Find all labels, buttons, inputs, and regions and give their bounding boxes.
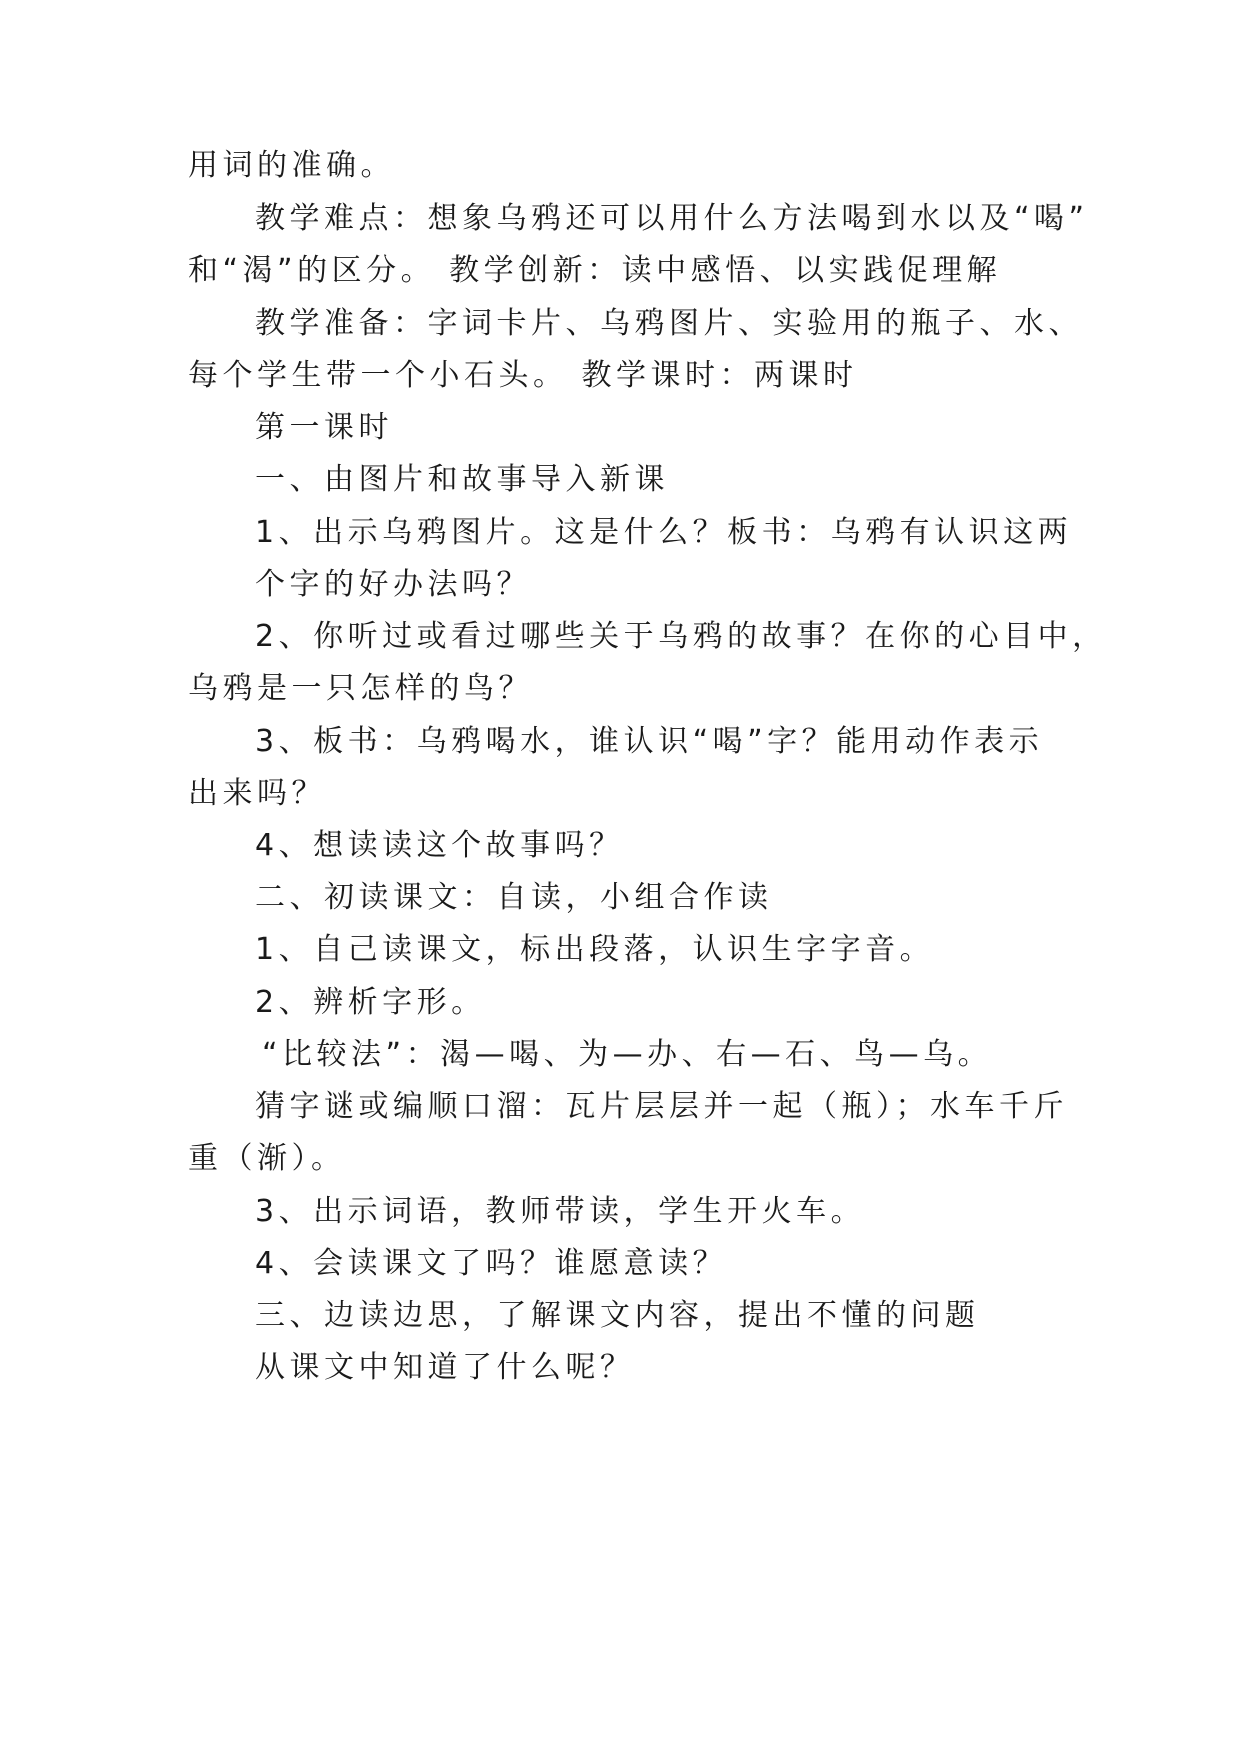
text-line: 每个学生带一个小石头。 教学课时：两课时 [188, 358, 858, 393]
text-line: 乌鸦是一只怎样的鸟？ [188, 671, 533, 706]
text-line: 猜字谜或编顺口溜：瓦片层层并一起（瓶）；水车千斤 [255, 1089, 1068, 1124]
text-line: 出来吗？ [188, 776, 326, 811]
text-line: 重（渐）。 [188, 1141, 346, 1176]
text-line: 1、自己读课文，标出段落，认识生字字音。 [255, 932, 935, 967]
section-heading: 一、由图片和故事导入新课 [255, 462, 669, 497]
text-line: 4、会读课文了吗？谁愿意读？ [255, 1246, 728, 1281]
text-line: 3、板书：乌鸦喝水，谁认识“喝”字？能用动作表示 [255, 724, 1044, 759]
text-line: 从课文中知道了什么呢？ [255, 1350, 635, 1385]
text-line: 用词的准确。 [188, 148, 395, 183]
text-line: 4、想读读这个故事吗？ [255, 828, 624, 863]
text-line: “比较法”：渴—喝、为—办、右—石、鸟—乌。 [262, 1037, 993, 1072]
section-heading: 二、初读课文：自读，小组合作读 [255, 880, 773, 915]
text-line: 教学准备：字词卡片、乌鸦图片、实验用的瓶子、水、 [255, 306, 1083, 341]
text-line: 3、出示词语，教师带读，学生开火车。 [255, 1194, 866, 1229]
text-line: 教学难点：想象乌鸦还可以用什么方法喝到水以及“喝” [255, 201, 1089, 236]
text-line: 1、出示乌鸦图片。这是什么？板书：乌鸦有认识这两 [255, 515, 1073, 550]
lesson-heading: 第一课时 [255, 410, 393, 445]
text-line: 个字的好办法吗？ [255, 567, 531, 602]
text-line: 2、辨析字形。 [255, 985, 486, 1020]
text-line: 和“渴”的区分。 教学创新：读中感悟、以实践促理解 [188, 253, 1002, 288]
section-heading: 三、边读边思，了解课文内容，提出不懂的问题 [255, 1298, 980, 1333]
text-line: 2、你听过或看过哪些关于乌鸦的故事？在你的心目中， [255, 619, 1107, 654]
